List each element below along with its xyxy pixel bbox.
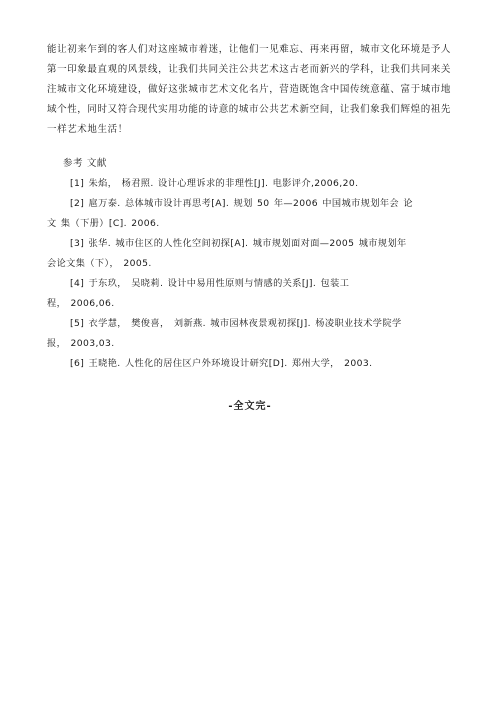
reference-line: 报， 2003,03.: [47, 338, 115, 349]
reference-line: [6] 王晓艳. 人性化的居住区户外环境设计研究[D]. 郑州大学， 2003.: [70, 358, 373, 369]
references-section: [47, 154, 457, 374]
reference-line: 文 集（下册）[C]. 2006.: [47, 218, 160, 229]
references-heading: 参考 文献: [63, 158, 108, 169]
reference-item: [47, 314, 457, 354]
reference-line: [2] 扈万泰. 总体城市设计再思考[A]. 规划 50 年—2006 中国城市规划年会 论: [70, 198, 413, 209]
reference-item: [47, 194, 457, 234]
reference-line: [5] 衣学慧， 樊俊喜， 刘新燕. 城市园林夜景观初探[J]. 杨凌职业技术学院学: [70, 318, 402, 329]
reference-line: [4] 于东玖， 吴晓莉. 设计中易用性原则与情感的关系[J]. 包装工: [70, 278, 350, 289]
end-of-text-mark: -全文完-: [228, 401, 272, 412]
paragraph-line: 第一印象最直观的风景线，让我们共同关注公共艺术这古老而新兴的学科，让我们共同来关: [47, 64, 452, 75]
paragraph-line: 注城市文化环境建设，做好这张城市艺术文化名片，营造既饱含中国传统意蕴、富于城市地: [47, 84, 452, 95]
reference-line: 会论文集（下）， 2005.: [47, 258, 152, 269]
reference-line: 程， 2006,06.: [47, 298, 115, 309]
paragraph-line: 域个性，同时又符合现代实用功能的诗意的城市公共艺术新空间，让我们象我们辉煌的祖先: [47, 104, 452, 115]
reference-item: [47, 274, 457, 314]
reference-item: [47, 234, 457, 274]
paragraph-line: 能让初来乍到的客人们对这座城市着迷，让他们一见难忘、再来再留，城市文化环境是予人: [47, 44, 452, 55]
reference-line: [3] 张华. 城市住区的人性化空间初探[A]. 城市规划面对面—2005 城市规划年: [70, 238, 407, 249]
reference-line: [1] 朱焰， 杨君照. 设计心理诉求的非理性[J]. 电影评介,2006,20.: [70, 178, 359, 189]
body-paragraph: [47, 40, 457, 140]
reference-item: [47, 354, 457, 374]
paragraph-line: 一样艺术地生活！: [47, 124, 128, 135]
reference-item: [47, 174, 457, 194]
